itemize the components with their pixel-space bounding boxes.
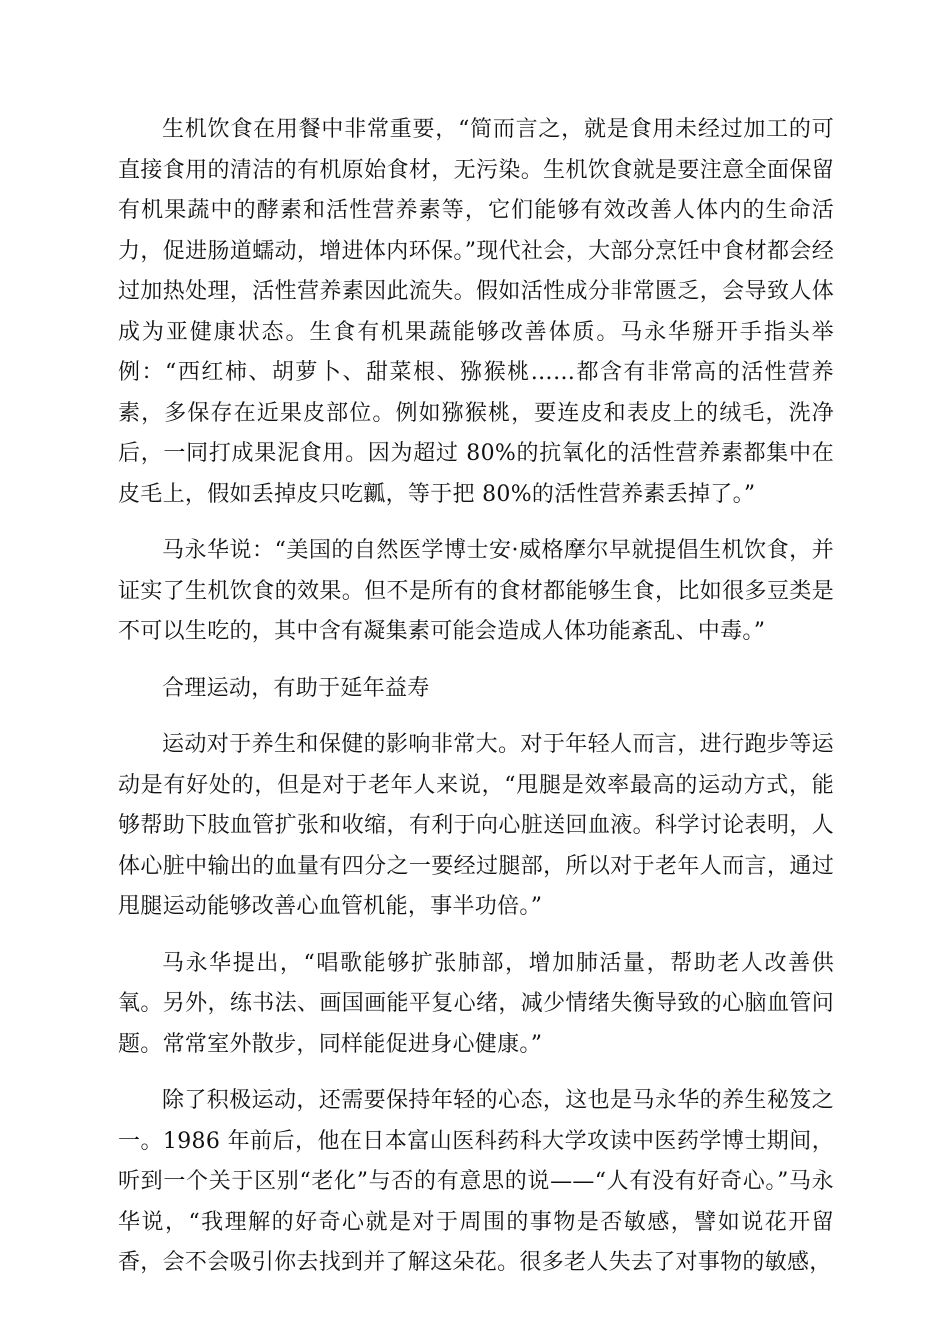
paragraph-wigmore-quote: 马永华说：“美国的自然医学博士安·威格摩尔早就提倡生机饮食，并证实了生机饮食的效果。但不是所有的食材都能够生食，比如很多豆类是不可以生吃的，其中含有凝集素可能会造成人体功能紊乱、中毒。” [118, 538, 834, 644]
paragraph-curiosity: 除了积极运动，还需要保持年轻的心态，这也是马永华的养生秘笈之一。1986 年前后，他在日本富山医科药科大学攻读中医药学博士期间，听到一个关于区别“老化”与否的有意思的说——“人有没有好奇心。”马永华说，“我理解的好奇心就是对于周围的事物是否敏感，譬如说花开留香，会不会吸引你去找到并了解这朵花。很多老人失去了对事物的敏感， [118, 1088, 834, 1275]
paragraph-exercise-legs: 运动对于养生和保健的影响非常大。对于年轻人而言，进行跑步等运动是有好处的，但是对于老年人来说，“甩腿是效率最高的运动方式，能够帮助下肢血管扩张和收缩，有利于向心脏送回血液。科学讨论表明，人体心脏中输出的血量有四分之一要经过腿部，所以对于老年人而言，通过甩腿运动能够改善心血管机能，事半功倍。” [118, 732, 834, 919]
paragraph-singing-calligraphy: 马永华提出，“唱歌能够扩张肺部，增加肺活量，帮助老人改善供氧。另外，练书法、画国画能平复心绪，减少情绪失衡导致的心脑血管问题。常常室外散步，同样能促进身心健康。” [118, 950, 834, 1057]
section-heading-exercise: 合理运动，有助于延年益寿 [162, 675, 430, 701]
paragraph-raw-food-diet: 生机饮食在用餐中非常重要，“简而言之，就是食用未经过加工的可直接食用的清洁的有机原始食材，无污染。生机饮食就是要注意全面保留有机果蔬中的酵素和活性营养素等，它们能够有效改善人体内的生命活力，促进肠道蠕动，增进体内环保。”现代社会，大部分烹饪中食材都会经过加热处理，活性营养素因此流失。假如活性成分非常匮乏，会导致人体成为亚健康状态。生食有机果蔬能够改善体质。马永华掰开手指头举例：“西红柿、胡萝卜、甜菜根、猕猴桃……都含有非常高的活性营养素，多保存在近果皮部位。例如猕猴桃，要连皮和表皮上的绒毛，洗净后，一同打成果泥食用。因为超过 80%的抗氧化的活性营养素都集中在皮毛上，假如丢掉皮只吃瓤，等于把 80%的活性营养素丢掉了。” [118, 117, 834, 507]
article-body [118, 110, 834, 1300]
